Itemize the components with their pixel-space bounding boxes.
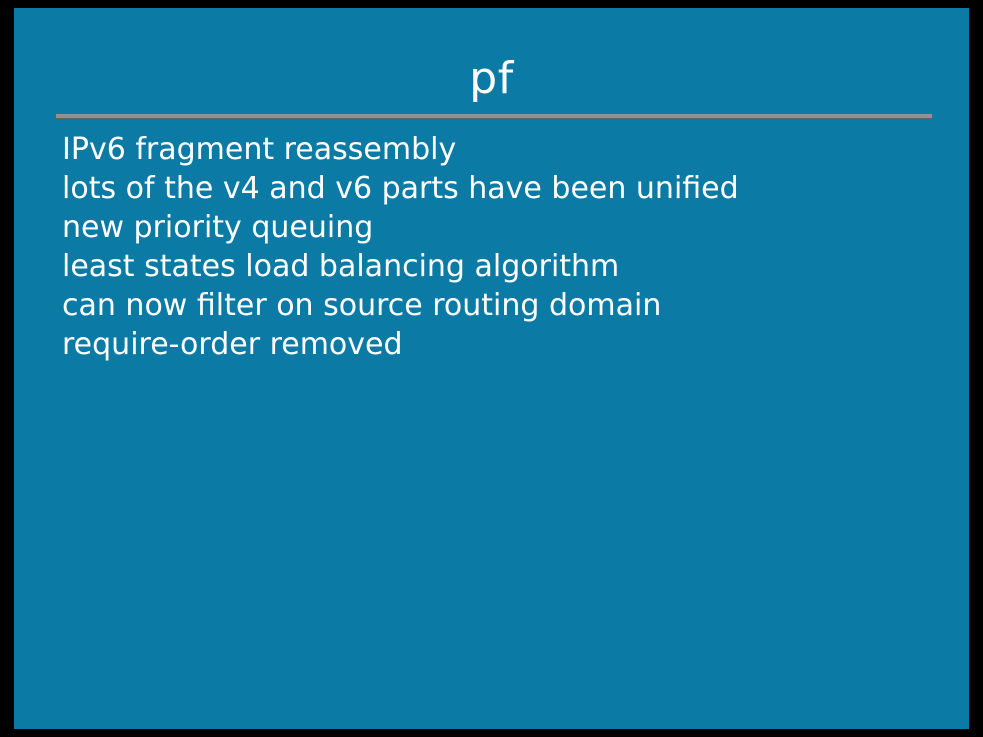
list-item: IPv6 fragment reassembly (62, 132, 457, 167)
slide-canvas (14, 8, 969, 729)
page-title: pf (469, 53, 514, 104)
list-item: lots of the v4 and v6 parts have been unified (62, 171, 739, 206)
list-item: new priority queuing (62, 210, 374, 245)
list-item: require-order removed (62, 327, 403, 362)
bullet-list (62, 130, 952, 364)
list-item: least states load balancing algorithm (62, 249, 620, 284)
list-item: can now filter on source routing domain (62, 288, 662, 323)
title-divider (56, 114, 932, 118)
